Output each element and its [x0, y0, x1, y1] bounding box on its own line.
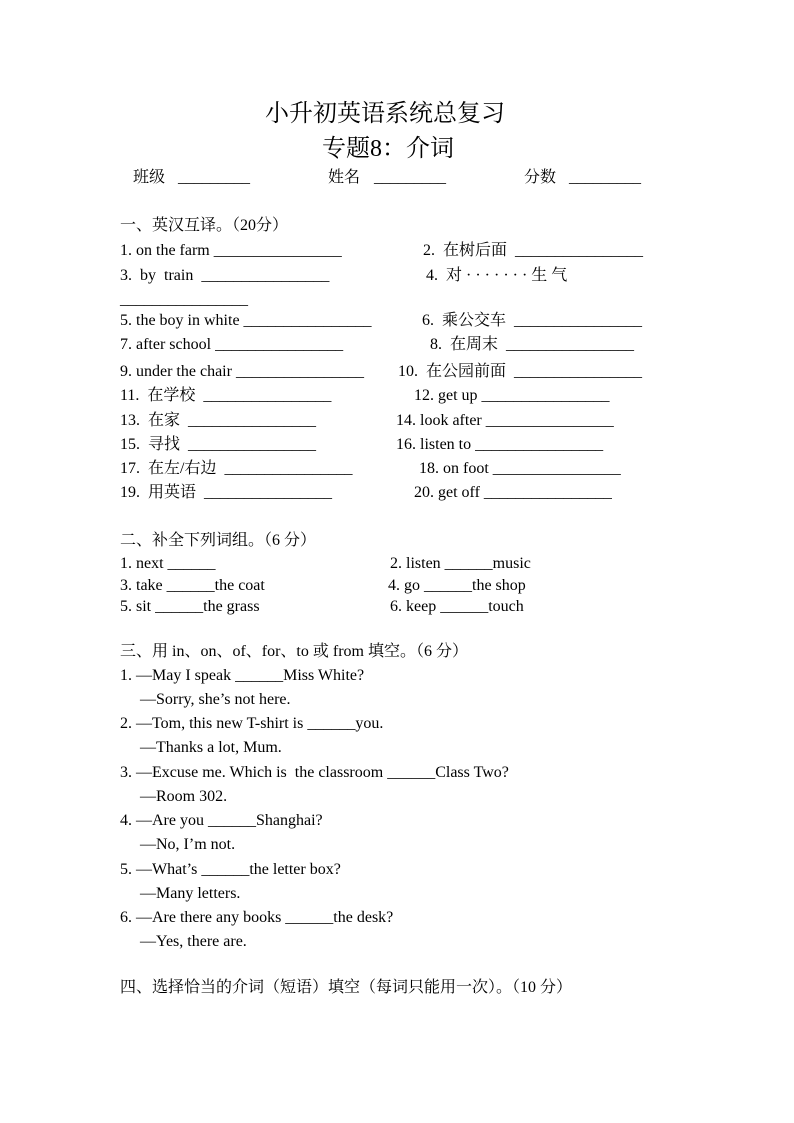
dialogue-line: —Many letters. — [140, 885, 241, 902]
exercise-item: 17. 在左/右边 ________________ — [120, 460, 353, 477]
exercise-item: 1. on the farm ________________ — [120, 242, 342, 259]
dialogue-line: 6. —Are there any books ______the desk? — [120, 909, 394, 926]
section2-heading: 二、补全下列词组。（6 分） — [120, 532, 317, 549]
exercise-item: 20. get off ________________ — [414, 484, 612, 501]
exercise-item: 5. the boy in white ________________ — [120, 312, 372, 329]
exercise-item: 10. 在公园前面 ________________ — [398, 363, 643, 380]
exercise-item: 9. under the chair ________________ — [120, 363, 364, 380]
score-label: 分数 — [524, 169, 557, 186]
name-label: 姓名 — [328, 169, 361, 186]
section3-heading: 三、用 in、on、of、for、to 或 from 填空。（6 分） — [120, 643, 468, 660]
exercise-item: 15. 寻找 ________________ — [120, 436, 317, 453]
dialogue-line: —Thanks a lot, Mum. — [140, 739, 282, 756]
name-blank[interactable]: _________ — [374, 169, 446, 186]
dialogue-line: 5. —What’s ______the letter box? — [120, 861, 341, 878]
exercise-item: 14. look after ________________ — [396, 412, 614, 429]
section1-heading: 一、英汉互译。（20分） — [120, 217, 289, 234]
exercise-item: 4. 对 · · · · · · · 生 气 — [426, 267, 568, 284]
exercise-item: 16. listen to ________________ — [396, 436, 604, 453]
exercise-item: 7. after school ________________ — [120, 336, 344, 353]
dialogue-line: 2. —Tom, this new T-shirt is ______you. — [120, 715, 384, 732]
exercise-item: 4. go ______the shop — [388, 577, 526, 594]
dialogue-line: —Yes, there are. — [140, 933, 247, 950]
exercise-item: 18. on foot ________________ — [419, 460, 621, 477]
dialogue-line: —Room 302. — [140, 788, 228, 805]
exercise-item: 11. 在学校 ________________ — [120, 387, 332, 404]
exercise-item: 13. 在家 ________________ — [120, 412, 317, 429]
exercise-item: 3. take ______the coat — [120, 577, 265, 594]
dialogue-line: —No, I’m not. — [140, 836, 236, 853]
exercise-item: 2. listen ______music — [390, 555, 531, 572]
exercise-item: ________________ — [120, 291, 248, 308]
class-blank[interactable]: _________ — [178, 169, 250, 186]
score-blank[interactable]: _________ — [569, 169, 641, 186]
exercise-item: 2. 在树后面 ________________ — [423, 242, 644, 259]
page-title: 小升初英语系统总复习 — [265, 101, 505, 127]
class-label: 班级 — [133, 169, 166, 186]
exercise-item: 1. next ______ — [120, 555, 216, 572]
exercise-item: 12. get up ________________ — [414, 387, 610, 404]
exercise-item: 6. keep ______touch — [390, 598, 524, 615]
exercise-item: 3. by train ________________ — [120, 267, 330, 284]
dialogue-line: 4. —Are you ______Shanghai? — [120, 812, 323, 829]
dialogue-line: 1. —May I speak ______Miss White? — [120, 667, 365, 684]
exercise-item: 19. 用英语 ________________ — [120, 484, 333, 501]
section4-heading: 四、选择恰当的介词（短语）填空（每词只能用一次）。（10 分） — [120, 979, 573, 996]
exercise-item: 6. 乘公交车 ________________ — [422, 312, 643, 329]
exercise-item: 8. 在周末 ________________ — [430, 336, 635, 353]
dialogue-line: —Sorry, she’s not here. — [140, 691, 291, 708]
exercise-item: 5. sit ______the grass — [120, 598, 260, 615]
dialogue-line: 3. —Excuse me. Which is the classroom ______Class Two? — [120, 764, 509, 781]
page-subtitle: 专题8：介词 — [322, 136, 454, 162]
